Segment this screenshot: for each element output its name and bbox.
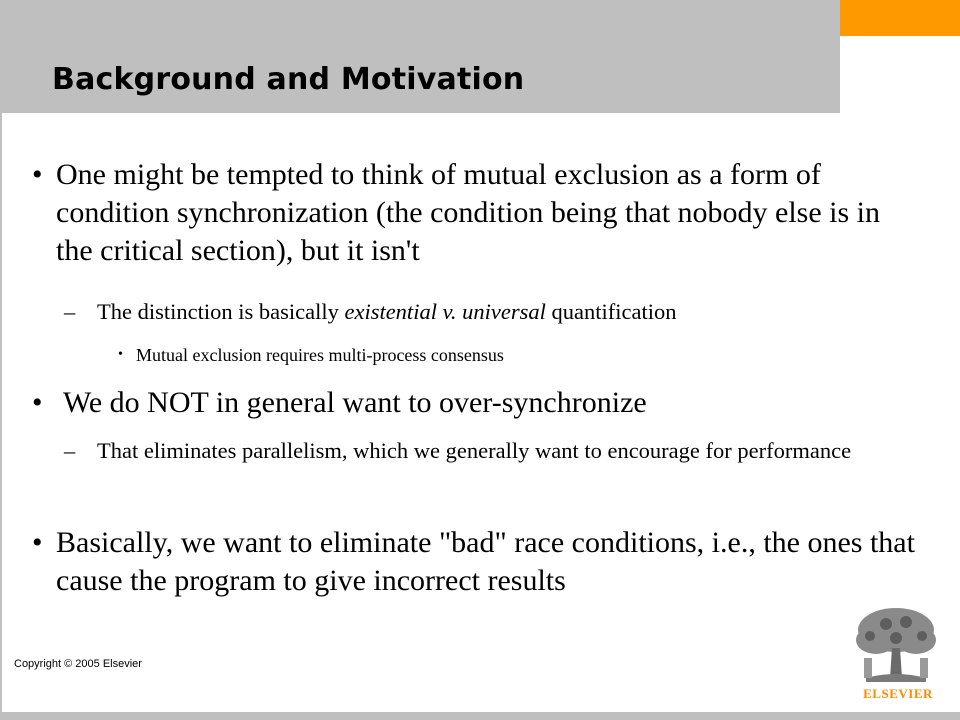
bullet-2-sub-1 <box>64 435 922 466</box>
bullet-1-sub-1-sub-1-text: Mutual exclusion requires multi-process consensus <box>136 345 504 365</box>
slide-title: Background and Motivation <box>52 62 525 97</box>
bullet-dot: • <box>32 526 43 559</box>
bullet-dot: • <box>118 347 123 362</box>
bullet-2-text: We do NOT in general want to over-synchronize <box>56 386 647 419</box>
bullet-1-sub-1-italic: existential v. universal <box>344 299 546 324</box>
elsevier-logo-text: ELSEVIER <box>863 686 933 701</box>
bullet-1-text: One might be tempted to think of mutual exclusion as a form of condition synchronization (the condition being that nobody else is in the critical section), but it isn't <box>56 158 881 267</box>
dash-marker: – <box>64 299 76 324</box>
bullet-1-sub-1-sub-1 <box>118 343 896 367</box>
bullet-1-sub-1-before: The distinction is basically <box>97 299 345 324</box>
dash-marker: – <box>64 438 76 463</box>
bullet-1-sub-1 <box>64 296 922 327</box>
bullet-dot: • <box>32 158 43 191</box>
bullet-1 <box>32 156 916 270</box>
copyright-footer: Copyright © 2005 Elsevier <box>14 658 142 670</box>
bullet-1-sub-1-after: quantification <box>545 299 677 324</box>
bullet-2-sub-1-text: That eliminates parallelism, which we generally want to encourage for performance <box>97 438 852 463</box>
bullet-2 <box>32 384 916 422</box>
bullet-dot: • <box>32 386 43 419</box>
bullet-3 <box>32 524 916 600</box>
bullet-3-text: Basically, we want to eliminate "bad" race conditions, i.e., the ones that cause the program to give incorrect results <box>56 526 915 597</box>
